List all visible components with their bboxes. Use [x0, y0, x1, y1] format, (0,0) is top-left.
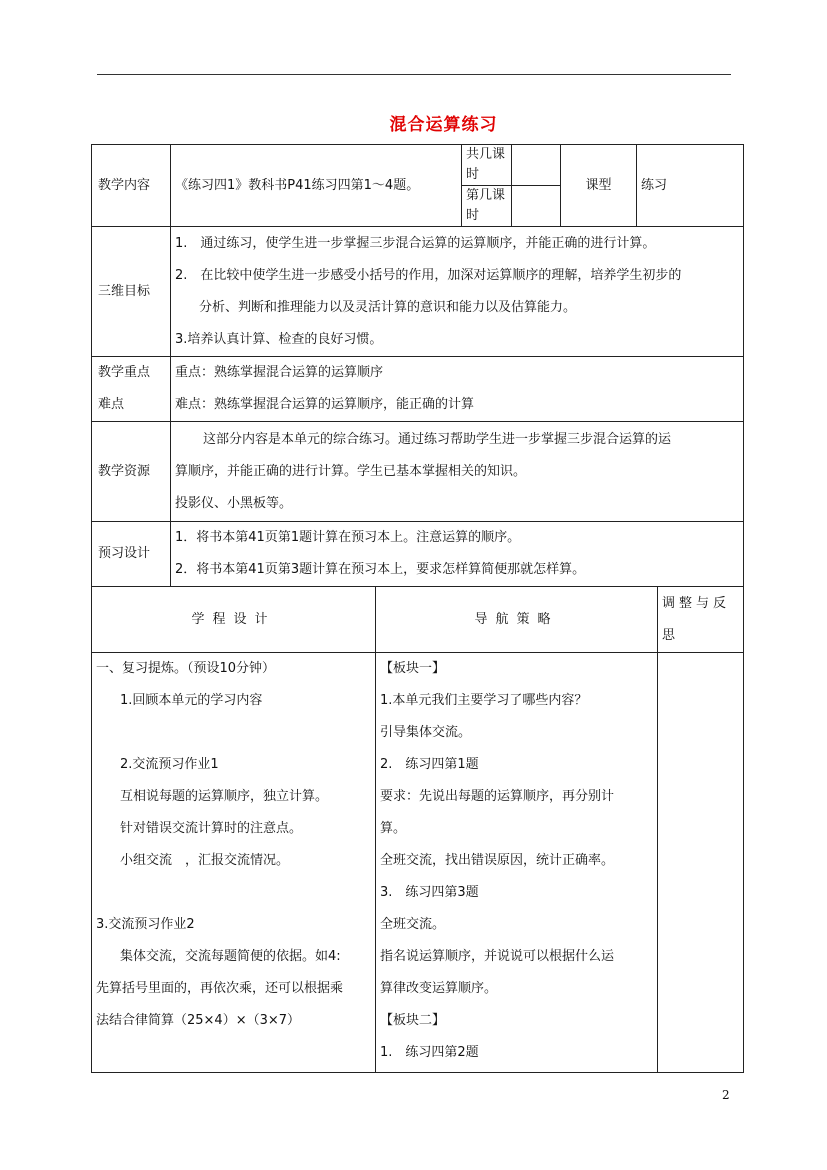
right-line-13: 1. 练习四第2题 [380, 1045, 479, 1060]
resources-label: 教学资源 [92, 422, 171, 522]
keypoints-label-1: 教学重点 [98, 365, 151, 380]
right-line-11: 算律改变运算顺序。 [380, 981, 498, 996]
process-header-strategy: 导航策略 [376, 587, 658, 653]
resources-content [171, 422, 744, 522]
content-value: 《练习四1》教科书P41练习四第1～4题。 [171, 145, 462, 227]
left-line-7: 小组交流 ，汇报交流情况。 [120, 853, 290, 868]
right-line-9: 全班交流。 [380, 917, 446, 932]
type-label: 课型 [561, 145, 637, 227]
content-label: 教学内容 [92, 145, 171, 227]
nth-period-label: 第几课时 [462, 186, 512, 227]
right-line-8: 3. 练习四第3题 [380, 885, 479, 900]
left-line-8 [96, 877, 371, 909]
right-line-4: 2. 练习四第1题 [380, 757, 479, 772]
process-reflection [658, 653, 744, 1073]
preview-line-2: 2．将书本第41页第3题计算在预习本上，要求怎样算简便那就怎样算。 [175, 562, 586, 577]
nth-period-value [512, 186, 561, 227]
keypoint-line-1: 重点：熟练掌握混合运算的运算顺序 [175, 365, 384, 380]
objective-line-4: 3.培养认真计算、检查的良好习惯。 [175, 331, 383, 347]
left-line-9: 3.交流预习作业2 [96, 917, 195, 932]
total-periods-value [512, 145, 561, 186]
right-line-12: 【板块二】 [380, 1013, 446, 1028]
page-number: 2 [722, 1088, 730, 1102]
lesson-plan-table [91, 144, 744, 1073]
reflection-header-line-1: 调整与反 [662, 595, 731, 611]
type-value: 练习 [637, 145, 744, 227]
reflection-header-line-2: 思 [662, 627, 676, 643]
preview-label: 预习设计 [92, 522, 171, 587]
keypoint-line-2: 难点：熟练掌握混合运算的运算顺序，能正确的计算 [175, 397, 475, 412]
resources-line-2: 算顺序，并能正确的进行计算。学生已基本掌握相关的知识。 [175, 463, 527, 479]
right-line-3: 引导集体交流。 [380, 725, 472, 740]
resources-line-1: 这部分内容是本单元的综合练习。通过练习帮助学生进一步掌握三步混合运算的运 [203, 431, 672, 447]
left-line-3 [96, 717, 371, 749]
right-line-1: 【板块一】 [380, 661, 446, 676]
left-line-5: 互相说每题的运算顺序，独立计算。 [120, 789, 329, 804]
right-line-2: 1.本单元我们主要学习了哪些内容？ [380, 693, 588, 708]
left-line-13 [96, 1037, 371, 1069]
keypoints-label-2: 难点 [98, 397, 125, 412]
page-title: 混合运算练习 [389, 115, 498, 135]
left-line-12: 法结合律简算（25×4）×（3×7） [96, 1013, 301, 1028]
header-rule [97, 74, 731, 75]
left-line-6: 针对错误交流计算时的注意点。 [120, 821, 303, 836]
resources-line-3: 投影仪、小黑板等。 [175, 495, 293, 511]
objectives-label: 三维目标 [92, 227, 171, 357]
objective-line-3: 分析、判断和推理能力以及灵活计算的意识和能力以及估算能力。 [199, 299, 577, 315]
left-line-11: 先算括号里面的，再依次乘，还可以根据乘 [96, 981, 344, 996]
right-line-5: 要求：先说出每题的运算顺序，再分别计 [380, 789, 615, 804]
right-line-7: 全班交流，找出错误原因，统计正确率。 [380, 853, 615, 868]
left-line-4: 2.交流预习作业1 [120, 757, 219, 772]
preview-line-1: 1．将书本第41页第1题计算在预习本上。注意运算的顺序。 [175, 530, 521, 545]
total-periods-label: 共几课时 [462, 145, 512, 186]
objectives-content [171, 227, 744, 357]
objective-line-2: 2. 在比较中使学生进一步感受小括号的作用，加深对运算顺序的理解，培养学生初步的 [175, 267, 682, 283]
preview-content [171, 522, 744, 587]
process-left [92, 653, 376, 1073]
process-right [376, 653, 658, 1073]
keypoints-label [92, 357, 171, 422]
keypoints-content [171, 357, 744, 422]
left-line-2: 1.回顾本单元的学习内容 [120, 693, 263, 708]
right-line-6: 算。 [380, 821, 407, 836]
process-header-design: 学程设计 [92, 587, 376, 653]
left-line-1: 一、复习提炼。（预设10分钟） [96, 661, 276, 676]
objective-line-1: 1. 通过练习，使学生进一步掌握三步混合运算的运算顺序，并能正确的进行计算。 [175, 235, 656, 251]
right-line-10: 指名说运算顺序，并说说可以根据什么运 [380, 949, 615, 964]
left-line-10: 集体交流，交流每题简便的依据。如4: [120, 949, 341, 964]
process-header-reflection [658, 587, 744, 653]
